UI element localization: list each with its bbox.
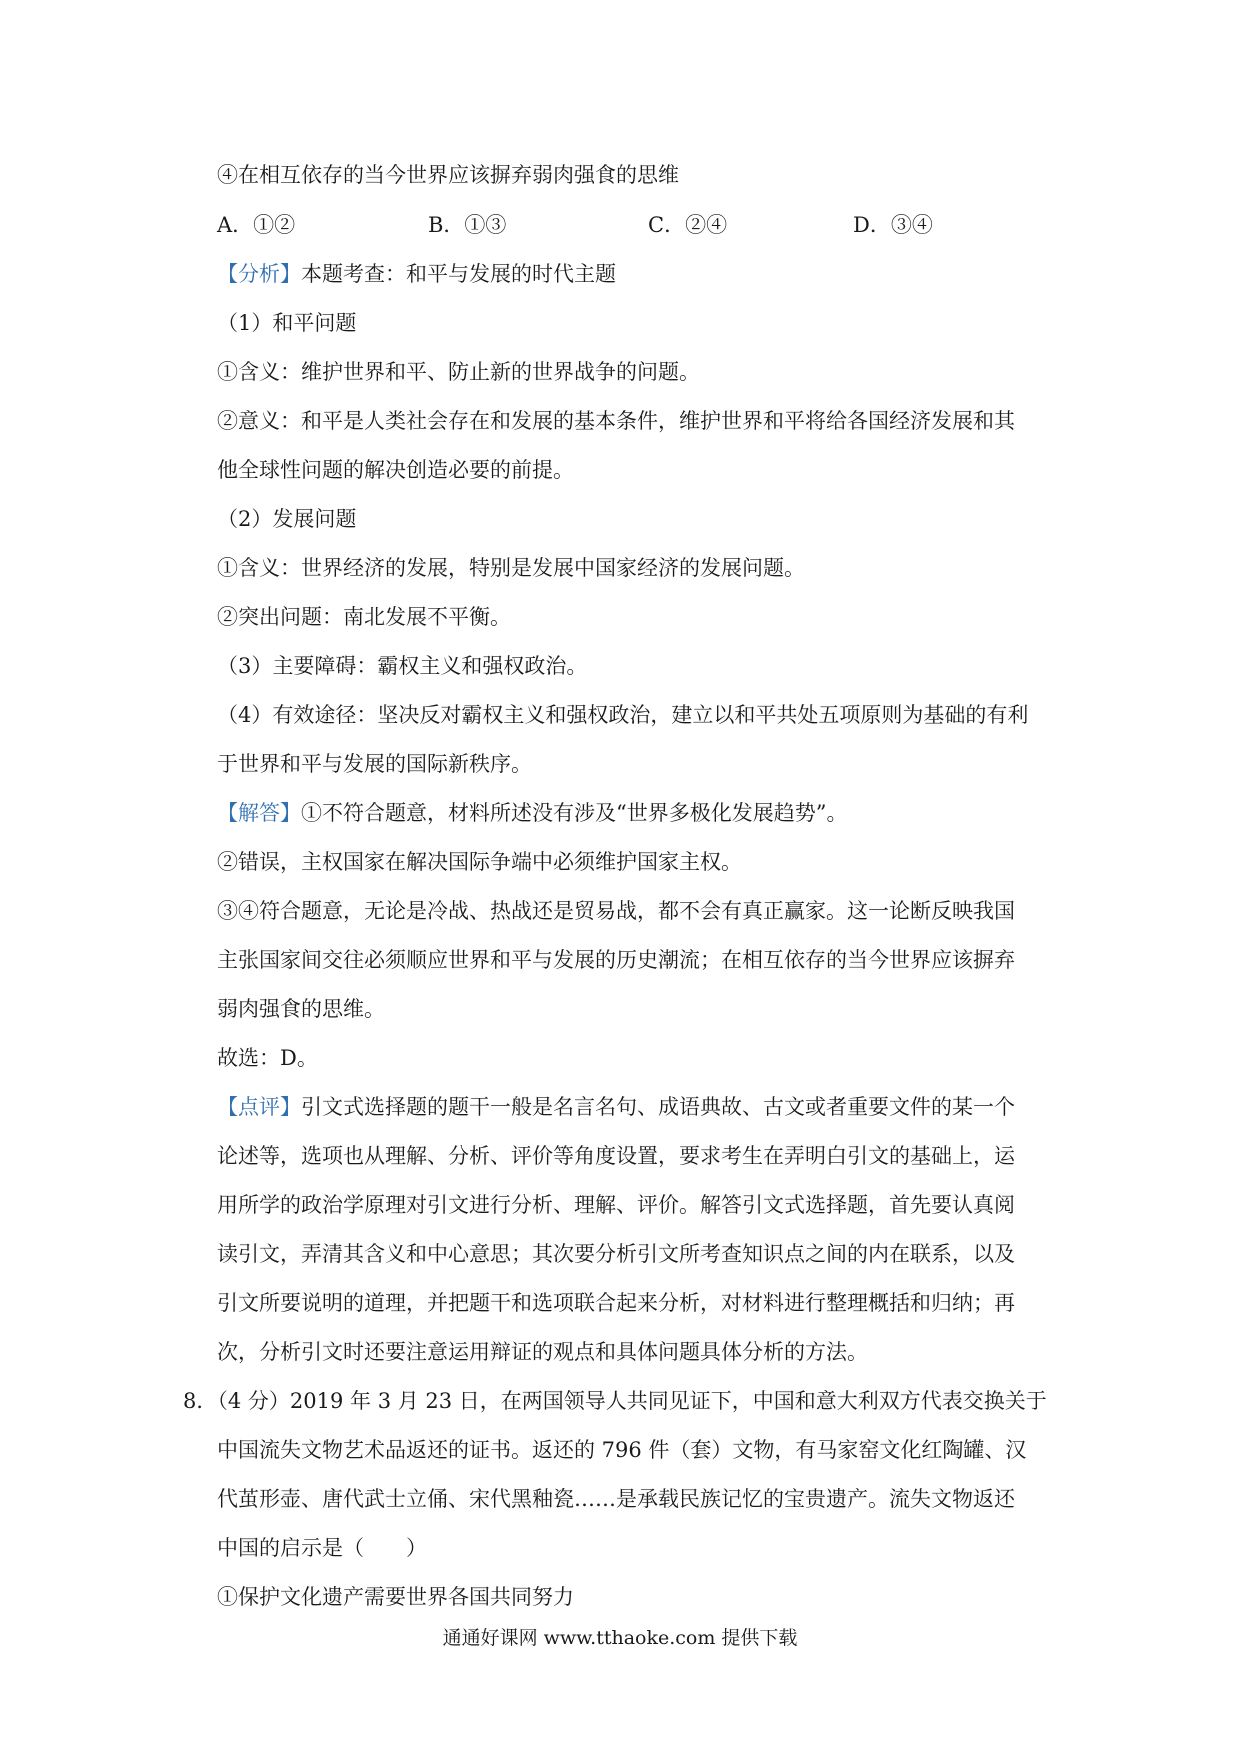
answer-line: 主张国家间交往必须顺应世界和平与发展的历史潮流；在相互依存的当今世界应该摒弃 — [217, 948, 1015, 972]
analysis-line: （1）和平问题 — [217, 311, 357, 335]
analysis-intro: 本题考查：和平与发展的时代主题 — [301, 262, 616, 286]
answer-first: ①不符合题意，材料所述没有涉及“世界多极化发展趋势”。 — [301, 801, 848, 825]
analysis-line: ①含义：世界经济的发展，特别是发展中国家经济的发展问题。 — [217, 556, 805, 580]
analysis-line: （4）有效途径：坚决反对霸权主义和强权政治，建立以和平共处五项原则为基础的有利 — [217, 703, 1029, 727]
choice-b: B．①③ — [428, 213, 507, 237]
analysis-line: 于世界和平与发展的国际新秩序。 — [217, 752, 532, 776]
question-8-line: 代茧形壶、唐代武士立俑、宋代黑釉瓷……是承载民族记忆的宝贵遗产。流失文物返还 — [217, 1487, 1015, 1511]
comment-heading — [217, 1092, 1015, 1122]
question-8-line: 中国流失文物艺术品返还的证书。返还的 796 件（套）文物，有马家窑文化红陶罐、汉 — [217, 1438, 1027, 1462]
analysis-line: （3）主要障碍：霸权主义和强权政治。 — [217, 654, 588, 678]
answer-tag: 【解答】 — [217, 801, 301, 825]
analysis-line: ②突出问题：南北发展不平衡。 — [217, 605, 511, 629]
comment-line: 读引文，弄清其含义和中心意思；其次要分析引文所考查知识点之间的内在联系，以及 — [217, 1242, 1015, 1266]
question-8-line: 8．（4 分）2019 年 3 月 23 日，在两国领导人共同见证下，中国和意大利双方代表交换关于 — [183, 1389, 1047, 1413]
answer-line: ②错误，主权国家在解决国际争端中必须维护国家主权。 — [217, 850, 742, 874]
choice-d: D．③④ — [853, 213, 933, 237]
analysis-line: ①含义：维护世界和平、防止新的世界战争的问题。 — [217, 360, 700, 384]
comment-line: 用所学的政治学原理对引文进行分析、理解、评价。解答引文式选择题，首先要认真阅 — [217, 1193, 1015, 1217]
answer-line: ③④符合题意，无论是冷战、热战还是贸易战，都不会有真正赢家。这一论断反映我国 — [217, 899, 1015, 923]
analysis-tag: 【分析】 — [217, 262, 301, 286]
option-4-text: ④在相互依存的当今世界应该摒弃弱肉强食的思维 — [217, 163, 679, 187]
comment-tag: 【点评】 — [217, 1095, 301, 1119]
answer-line: 弱肉强食的思维。 — [217, 997, 385, 1021]
analysis-heading — [217, 259, 616, 289]
comment-first: 引文式选择题的题干一般是名言名句、成语典故、古文或者重要文件的某一个 — [301, 1095, 1015, 1119]
analysis-line: 他全球性问题的解决创造必要的前提。 — [217, 458, 574, 482]
question-8-line: 中国的启示是（ ） — [217, 1536, 427, 1560]
choice-c: C．②④ — [648, 213, 728, 237]
page-footer: 通通好课网 www.tthaoke.com 提供下载 — [442, 1627, 798, 1649]
answer-line: 故选：D。 — [217, 1046, 318, 1070]
comment-line: 论述等，选项也从理解、分析、评价等角度设置，要求考生在弄明白引文的基础上，运 — [217, 1144, 1015, 1168]
analysis-line: ②意义：和平是人类社会存在和发展的基本条件，维护世界和平将给各国经济发展和其 — [217, 409, 1015, 433]
analysis-line: （2）发展问题 — [217, 507, 357, 531]
comment-line: 次，分析引文时还要注意运用辩证的观点和具体问题具体分析的方法。 — [217, 1340, 868, 1364]
answer-heading — [217, 798, 847, 828]
choice-a: A．①② — [217, 213, 296, 237]
question-8-line: ①保护文化遗产需要世界各国共同努力 — [217, 1585, 574, 1609]
comment-line: 引文所要说明的道理，并把题干和选项联合起来分析，对材料进行整理概括和归纳；再 — [217, 1291, 1015, 1315]
